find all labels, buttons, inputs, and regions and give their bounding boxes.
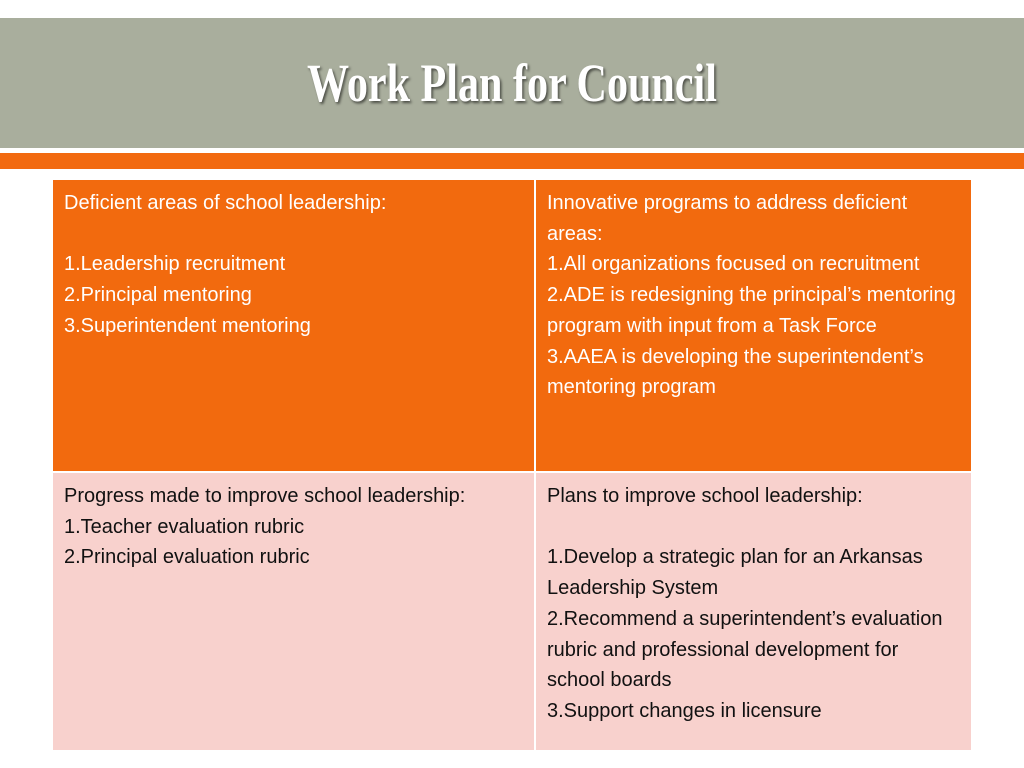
list-item: 1.Develop a strategic plan for an Arkansas Leadership System	[547, 546, 923, 600]
list-item: 1.Leadership recruitment	[64, 253, 286, 276]
cell-heading: Plans to improve school leadership:	[547, 485, 863, 507]
table-row	[52, 179, 972, 472]
list-item: 3.AAEA is developing the superintendent’s mentoring program	[547, 345, 924, 399]
list-item: 2.Principal evaluation rubric	[64, 546, 310, 569]
spacer	[64, 219, 524, 250]
work-plan-table	[51, 178, 973, 752]
cell-innovative-programs	[535, 179, 972, 472]
list-item: 1.All organizations focused on recruitment	[547, 253, 920, 276]
cell-progress-made	[52, 472, 535, 751]
list-item: 2.ADE is redesigning the principal’s mentoring program with input from a Task Force	[547, 284, 956, 337]
cell-plans-to-improve	[535, 472, 972, 751]
cell-heading: Progress made to improve school leadership:	[64, 485, 466, 507]
cell-heading: Innovative programs to address deficient areas:	[547, 192, 908, 245]
list-item: 3.Superintendent mentoring	[64, 314, 311, 337]
list-item: 1.Teacher evaluation rubric	[64, 515, 305, 538]
slide-title: Work Plan for Council	[307, 53, 717, 113]
cell-deficient-areas	[52, 179, 535, 472]
accent-bar	[0, 153, 1024, 169]
cell-heading: Deficient areas of school leadership:	[64, 192, 387, 214]
list-item: 3.Support changes in licensure	[547, 699, 822, 722]
spacer	[547, 512, 961, 543]
list-item: 2.Recommend a superintendent’s evaluation rubric and professional development for school boards	[547, 607, 943, 692]
work-plan-table-container	[51, 178, 973, 752]
list-item: 2.Principal mentoring	[64, 284, 252, 307]
table-row	[52, 472, 972, 751]
